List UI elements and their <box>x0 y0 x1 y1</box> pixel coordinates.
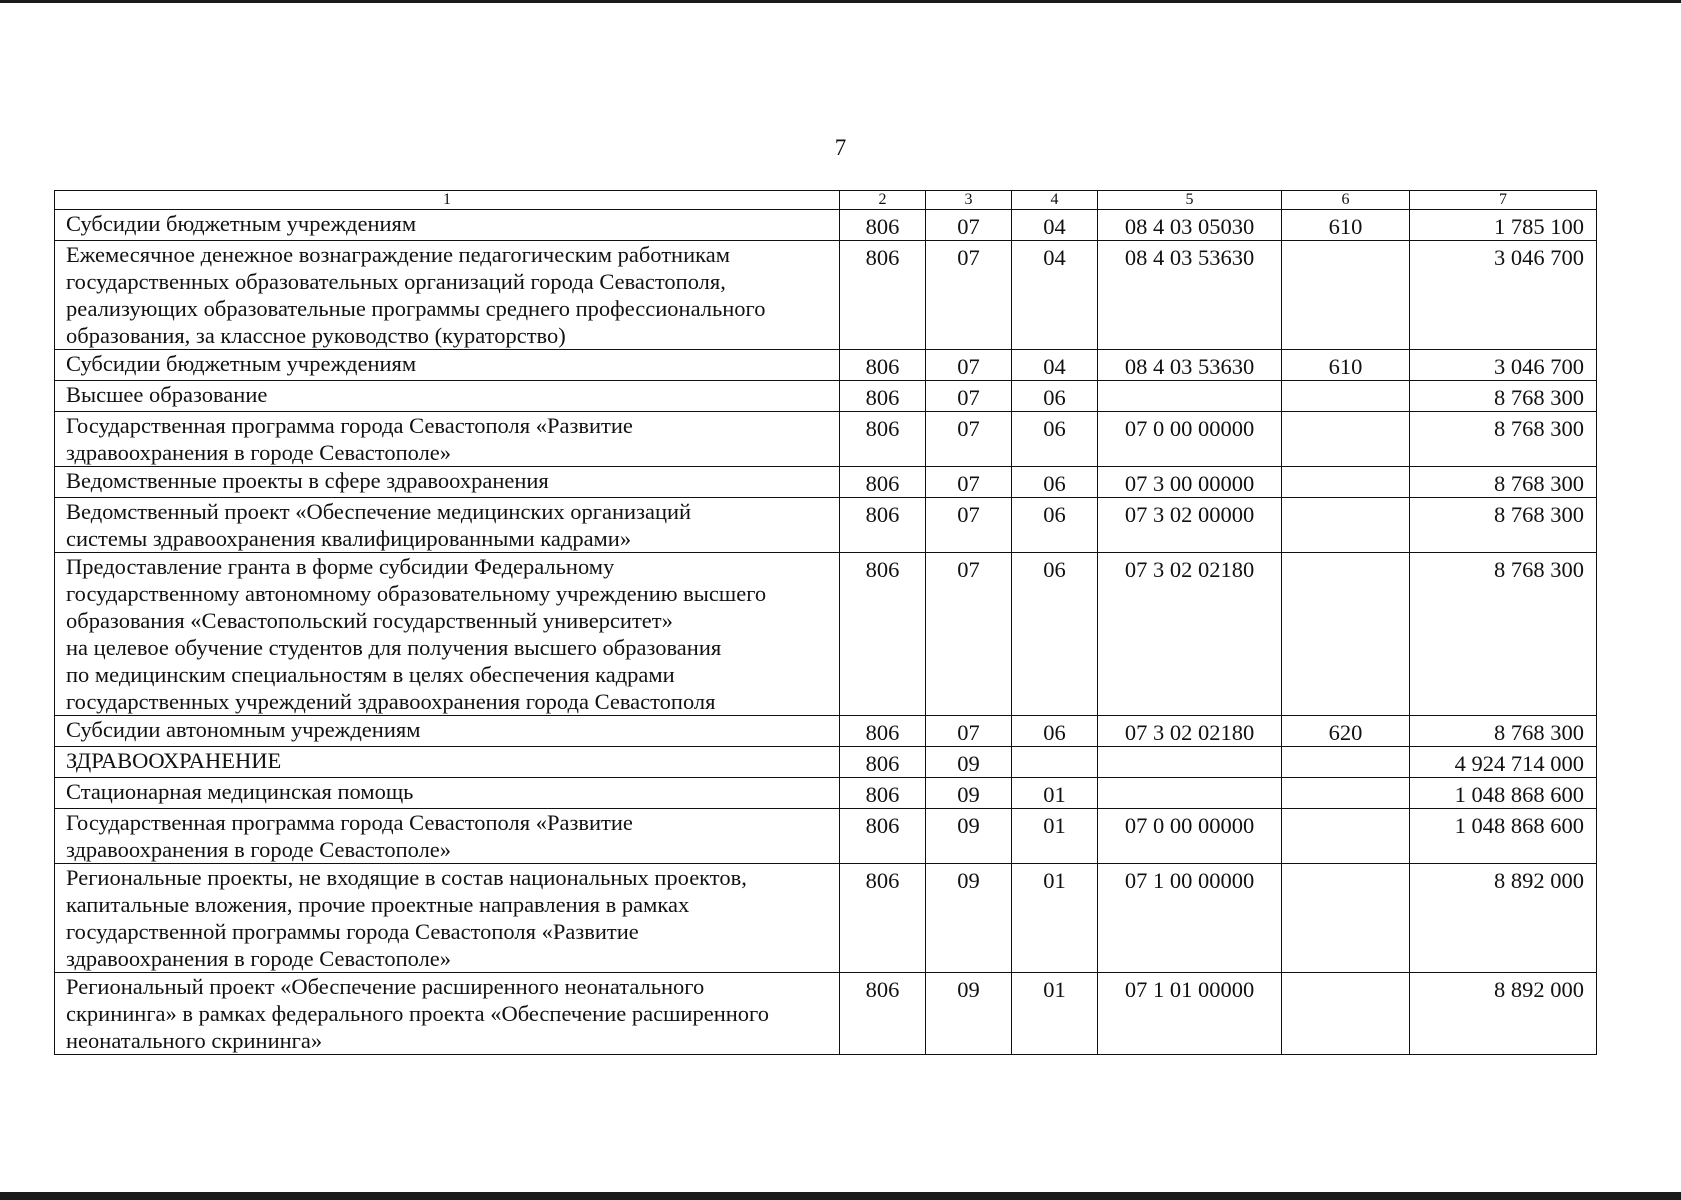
cell-target-item <box>1098 778 1282 809</box>
header-cell: 5 <box>1098 191 1282 210</box>
cell-expense-type <box>1282 467 1410 498</box>
cell-grbs: 806 <box>840 210 926 241</box>
table-row <box>55 467 1597 498</box>
cell-expense-type: 610 <box>1282 210 1410 241</box>
table-row <box>55 864 1597 973</box>
cell-grbs: 806 <box>840 241 926 350</box>
cell-expense-type <box>1282 864 1410 973</box>
table-row <box>55 716 1597 747</box>
header-cell: 7 <box>1410 191 1597 210</box>
cell-target-item <box>1098 747 1282 778</box>
cell-name: Субсидии бюджетным учреждениям <box>55 210 840 241</box>
cell-subsection: 06 <box>1012 498 1098 553</box>
cell-expense-type <box>1282 381 1410 412</box>
table-row <box>55 553 1597 716</box>
cell-amount: 8 892 000 <box>1410 973 1597 1055</box>
cell-grbs: 806 <box>840 553 926 716</box>
cell-subsection: 06 <box>1012 412 1098 467</box>
cell-section: 09 <box>926 973 1012 1055</box>
cell-expense-type: 610 <box>1282 350 1410 381</box>
table-row <box>55 809 1597 864</box>
cell-section: 07 <box>926 716 1012 747</box>
cell-grbs: 806 <box>840 747 926 778</box>
cell-subsection: 06 <box>1012 467 1098 498</box>
cell-amount: 8 768 300 <box>1410 381 1597 412</box>
cell-grbs: 806 <box>840 973 926 1055</box>
cell-expense-type <box>1282 973 1410 1055</box>
cell-name: Государственная программа города Севастополя «Развитие здравоохранения в городе Севастополе» <box>55 809 840 864</box>
cell-section: 07 <box>926 498 1012 553</box>
cell-name: Региональный проект «Обеспечение расширенного неонатального скрининга» в рамках федерального проекта «Обеспечение расширенного неонатального скрининга» <box>55 973 840 1055</box>
cell-name: Стационарная медицинская помощь <box>55 778 840 809</box>
cell-subsection: 04 <box>1012 241 1098 350</box>
cell-target-item: 07 1 00 00000 <box>1098 864 1282 973</box>
cell-name: Региональные проекты, не входящие в состав национальных проектов, капитальные вложения, прочие проектные направления в рамках государственной программы города Севастополя «Развитие здравоохранения в городе Севастополе» <box>55 864 840 973</box>
cell-subsection: 04 <box>1012 350 1098 381</box>
cell-name: Субсидии бюджетным учреждениям <box>55 350 840 381</box>
table-header-row <box>55 191 1597 210</box>
cell-section: 07 <box>926 467 1012 498</box>
cell-target-item: 07 3 02 02180 <box>1098 716 1282 747</box>
cell-amount: 3 046 700 <box>1410 350 1597 381</box>
cell-subsection: 06 <box>1012 553 1098 716</box>
cell-expense-type <box>1282 809 1410 864</box>
cell-name: Ведомственный проект «Обеспечение медицинских организаций системы здравоохранения квалифицированными кадрами» <box>55 498 840 553</box>
cell-section: 07 <box>926 381 1012 412</box>
cell-subsection: 01 <box>1012 973 1098 1055</box>
header-cell: 4 <box>1012 191 1098 210</box>
cell-grbs: 806 <box>840 864 926 973</box>
cell-section: 07 <box>926 412 1012 467</box>
cell-name: Ежемесячное денежное вознаграждение педагогическим работникам государственных образовательных организаций города Севастополя, реализующих образовательные программы среднего профессионального образования, за классное руководство (кураторство) <box>55 241 840 350</box>
header-cell: 1 <box>55 191 840 210</box>
cell-subsection: 01 <box>1012 778 1098 809</box>
cell-name: ЗДРАВООХРАНЕНИЕ <box>55 747 840 778</box>
cell-amount: 8 892 000 <box>1410 864 1597 973</box>
cell-grbs: 806 <box>840 778 926 809</box>
scan-border-bottom <box>0 1192 1681 1200</box>
cell-grbs: 806 <box>840 716 926 747</box>
header-cell: 3 <box>926 191 1012 210</box>
cell-target-item <box>1098 381 1282 412</box>
cell-subsection: 06 <box>1012 716 1098 747</box>
cell-section: 09 <box>926 778 1012 809</box>
cell-target-item: 08 4 03 53630 <box>1098 241 1282 350</box>
cell-amount: 1 048 868 600 <box>1410 778 1597 809</box>
cell-subsection <box>1012 747 1098 778</box>
cell-amount: 8 768 300 <box>1410 716 1597 747</box>
cell-subsection: 01 <box>1012 864 1098 973</box>
table-row <box>55 350 1597 381</box>
table-row <box>55 381 1597 412</box>
table-row <box>55 747 1597 778</box>
cell-target-item: 07 1 01 00000 <box>1098 973 1282 1055</box>
cell-grbs: 806 <box>840 381 926 412</box>
cell-amount: 8 768 300 <box>1410 553 1597 716</box>
cell-name: Государственная программа города Севастополя «Развитие здравоохранения в городе Севастополе» <box>55 412 840 467</box>
cell-grbs: 806 <box>840 809 926 864</box>
cell-name: Ведомственные проекты в сфере здравоохранения <box>55 467 840 498</box>
cell-name: Предоставление гранта в форме субсидии Федеральному государственному автономному образовательному учреждению высшего образования «Севастопольский государственный университет» на целевое обучение студентов для получения высшего образования по медицинским специальностям в целях обеспечения кадрами государственных учреждений здравоохранения города Севастополя <box>55 553 840 716</box>
cell-target-item: 07 3 02 02180 <box>1098 553 1282 716</box>
cell-expense-type <box>1282 778 1410 809</box>
cell-amount: 4 924 714 000 <box>1410 747 1597 778</box>
cell-amount: 8 768 300 <box>1410 467 1597 498</box>
table-row <box>55 498 1597 553</box>
page-number: 7 <box>834 135 847 160</box>
cell-subsection: 04 <box>1012 210 1098 241</box>
cell-expense-type <box>1282 553 1410 716</box>
cell-name: Высшее образование <box>55 381 840 412</box>
cell-expense-type <box>1282 747 1410 778</box>
header-cell: 6 <box>1282 191 1410 210</box>
cell-section: 09 <box>926 864 1012 973</box>
cell-expense-type <box>1282 412 1410 467</box>
cell-expense-type <box>1282 498 1410 553</box>
table-row <box>55 412 1597 467</box>
cell-name: Субсидии автономным учреждениям <box>55 716 840 747</box>
budget-table <box>54 190 1597 1055</box>
cell-section: 07 <box>926 241 1012 350</box>
cell-section: 07 <box>926 553 1012 716</box>
header-cell: 2 <box>840 191 926 210</box>
cell-amount: 1 048 868 600 <box>1410 809 1597 864</box>
cell-subsection: 01 <box>1012 809 1098 864</box>
cell-grbs: 806 <box>840 350 926 381</box>
cell-amount: 3 046 700 <box>1410 241 1597 350</box>
cell-target-item: 07 3 00 00000 <box>1098 467 1282 498</box>
cell-amount: 8 768 300 <box>1410 498 1597 553</box>
cell-target-item: 07 0 00 00000 <box>1098 412 1282 467</box>
table-row <box>55 210 1597 241</box>
cell-amount: 8 768 300 <box>1410 412 1597 467</box>
table-row <box>55 241 1597 350</box>
cell-amount: 1 785 100 <box>1410 210 1597 241</box>
scan-border-top <box>0 0 1681 3</box>
cell-subsection: 06 <box>1012 381 1098 412</box>
cell-expense-type <box>1282 241 1410 350</box>
cell-grbs: 806 <box>840 498 926 553</box>
cell-target-item: 07 0 00 00000 <box>1098 809 1282 864</box>
cell-section: 07 <box>926 350 1012 381</box>
cell-section: 09 <box>926 747 1012 778</box>
cell-expense-type: 620 <box>1282 716 1410 747</box>
table-row <box>55 778 1597 809</box>
cell-target-item: 08 4 03 05030 <box>1098 210 1282 241</box>
cell-section: 07 <box>926 210 1012 241</box>
cell-target-item: 07 3 02 00000 <box>1098 498 1282 553</box>
cell-grbs: 806 <box>840 467 926 498</box>
cell-grbs: 806 <box>840 412 926 467</box>
cell-section: 09 <box>926 809 1012 864</box>
cell-target-item: 08 4 03 53630 <box>1098 350 1282 381</box>
table-row <box>55 973 1597 1055</box>
